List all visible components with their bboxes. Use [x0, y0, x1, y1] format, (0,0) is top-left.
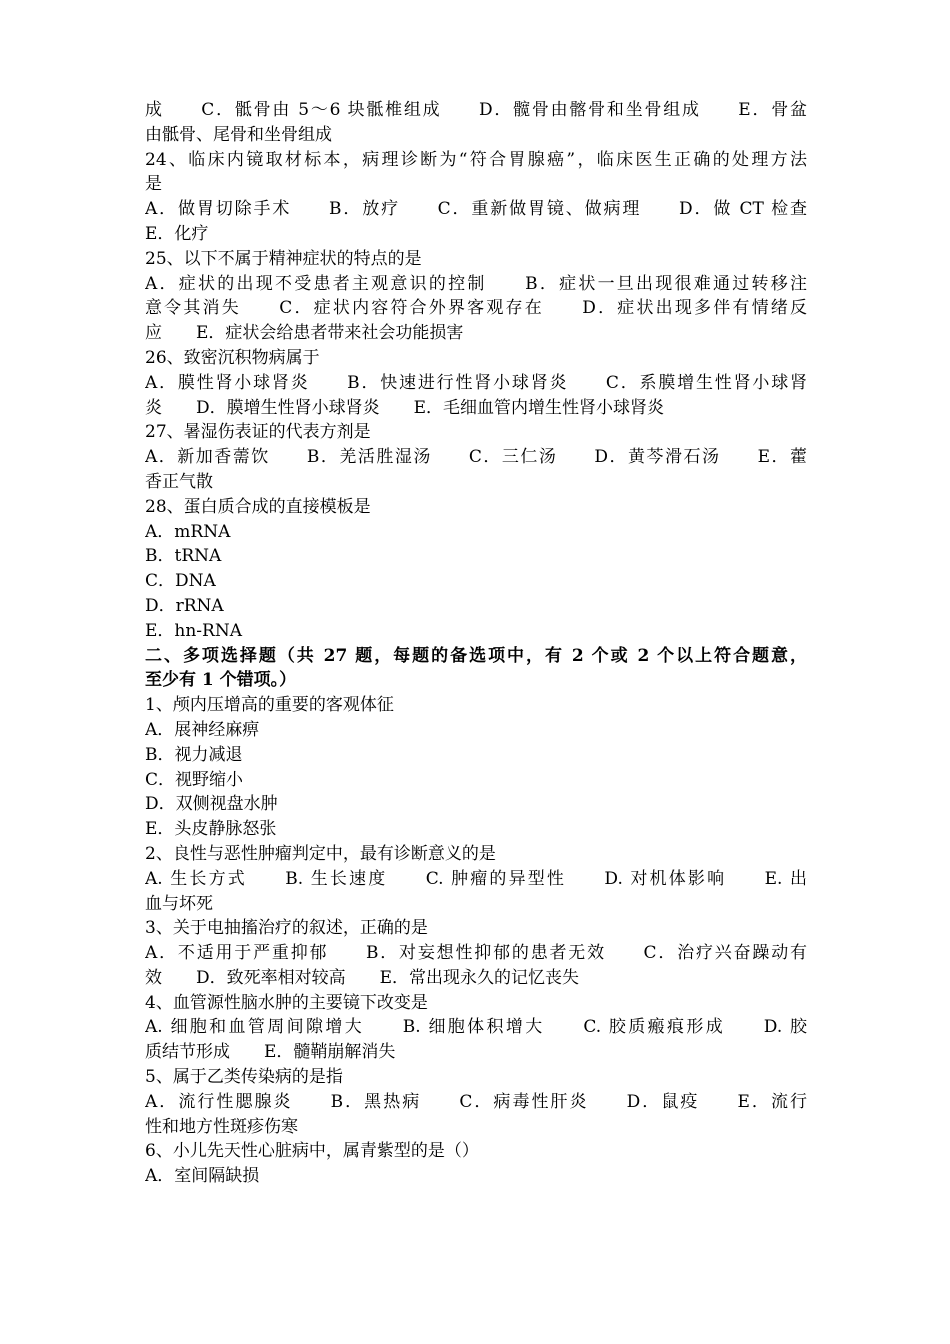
text-line: A．室间隔缺损 [145, 1166, 260, 1187]
text-line: A．不适用于严重抑郁 B．对妄想性抑郁的患者无效 C．治疗兴奋躁动有 [145, 943, 807, 964]
text-line: C．视野缩小 [145, 769, 244, 790]
text-line: 效 D．致死率相对较高 E．常出现永久的记忆丧失 [145, 967, 580, 988]
text-line: 25、以下不属于精神症状的特点的是 [145, 248, 422, 269]
text-line: 应 E．症状会给患者带来社会功能损害 [145, 323, 464, 344]
text-line: A. 生长方式 B. 生长速度 C. 肿瘤的异型性 D. 对机体影响 E. 出 [145, 868, 807, 889]
text-line: A．新加香薷饮 B．羌活胜湿汤 C．三仁汤 D．黄芩滑石汤 E．藿 [145, 447, 807, 468]
text-line: 由骶骨、尾骨和坐骨组成 [145, 124, 332, 145]
text-line: 6、小儿先天性心脏病中，属青紫型的是（） [145, 1141, 479, 1162]
text-line: A．流行性腮腺炎 B．黑热病 C．病毒性肝炎 D．鼠疫 E．流行 [145, 1091, 807, 1112]
document-page [145, 98, 807, 1189]
text-line: 2、良性与恶性肿瘤判定中，最有诊断意义的是 [145, 843, 496, 864]
text-line: E．头皮静脉怒张 [145, 819, 277, 840]
text-line: A．mRNA [145, 521, 231, 542]
text-line: 26、致密沉积物病属于 [145, 347, 320, 368]
text-line: A．展神经麻痹 [145, 719, 260, 740]
text-line: B．视力减退 [145, 744, 243, 765]
text-line: A．症状的出现不受患者主观意识的控制 B．症状一旦出现很难通过转移注 [145, 273, 807, 294]
text-line: 24、临床内镜取材标本，病理诊断为“符合胃腺癌”，临床医生正确的处理方法 [145, 149, 807, 170]
text-line: 3、关于电抽搐治疗的叙述，正确的是 [145, 918, 428, 939]
text-line: 5、属于乙类传染病的是指 [145, 1067, 343, 1088]
text-line: E．化疗 [145, 223, 209, 244]
text-line: C．DNA [145, 571, 216, 592]
text-line: A．膜性肾小球肾炎 B．快速进行性肾小球肾炎 C．系膜增生性肾小球肾 [145, 372, 807, 393]
text-line: 至少有 1 个错项。） [145, 670, 297, 691]
text-line: 是 [145, 174, 162, 195]
text-line: 性和地方性斑疹伤寒 [145, 1116, 298, 1137]
text-line: B．tRNA [145, 546, 222, 567]
text-line: A．做胃切除手术 B．放疗 C．重新做胃镜、做病理 D．做 CT 检查 [145, 199, 807, 220]
text-line: 血与坏死 [145, 893, 213, 914]
text-line: D．双侧视盘水肿 [145, 794, 278, 815]
text-line: 炎 D．膜增生性肾小球肾炎 E．毛细血管内增生性肾小球肾炎 [145, 397, 665, 418]
text-line: 4、血管源性脑水肿的主要镜下改变是 [145, 992, 428, 1013]
text-line: 27、暑湿伤表证的代表方剂是 [145, 422, 371, 443]
text-line: E．hn-RNA [145, 620, 243, 641]
text-line: 香正气散 [145, 471, 213, 492]
text-line: 1、颅内压增高的重要的客观体征 [145, 695, 394, 716]
text-line: 意令其消失 C．症状内容符合外界客观存在 D．症状出现多伴有情绪反 [145, 298, 807, 319]
text-line: 28、蛋白质合成的直接模板是 [145, 496, 371, 517]
text-line: 质结节形成 E．髓鞘崩解消失 [145, 1042, 396, 1063]
text-line: 二、多项选择题（共 27 题，每题的备选项中，有 2 个或 2 个以上符合题意， [145, 645, 807, 666]
text-line: A. 细胞和血管周间隙增大 B. 细胞体积增大 C. 胶质瘢痕形成 D. 胶 [145, 1017, 807, 1038]
text-line: 成 C．骶骨由 5～6 块骶椎组成 D．髋骨由髂骨和坐骨组成 E．骨盆 [145, 100, 807, 120]
text-line: D．rRNA [145, 595, 224, 616]
